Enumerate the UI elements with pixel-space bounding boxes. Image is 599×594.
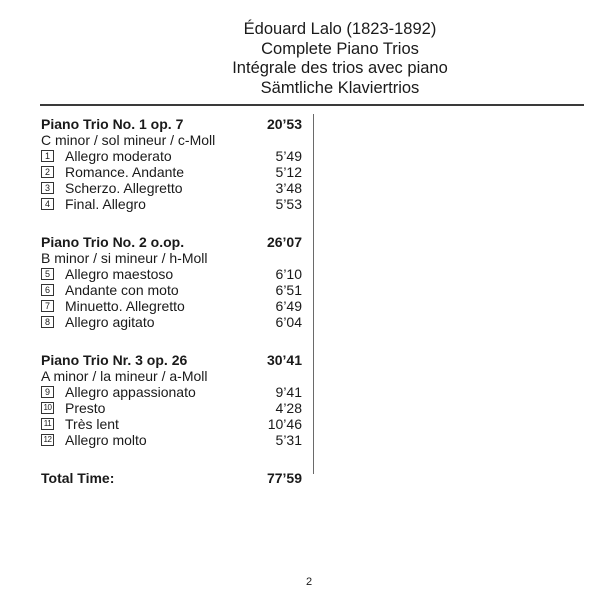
work-heading bbox=[41, 352, 302, 368]
work-title: Piano Trio No. 2 o.op. bbox=[41, 234, 185, 250]
track-row bbox=[41, 400, 302, 416]
track-row bbox=[41, 384, 302, 400]
subtitle-french: Intégrale des trios avec piano bbox=[232, 59, 448, 77]
track-duration: 5’31 bbox=[275, 432, 302, 448]
track-title: Très lent bbox=[65, 416, 119, 432]
track-title: Allegro maestoso bbox=[65, 266, 174, 282]
work-duration: 30’41 bbox=[266, 352, 302, 368]
work-trio-2 bbox=[41, 234, 302, 330]
track-number: 4 bbox=[41, 198, 54, 210]
track-row bbox=[41, 416, 302, 432]
track-number: 9 bbox=[41, 386, 54, 398]
track-title: Minuetto. Allegretto bbox=[65, 298, 185, 314]
track-number: 2 bbox=[41, 166, 54, 178]
work-key-text: B minor / si mineur / h-Moll bbox=[41, 250, 208, 266]
track-title: Allegro agitato bbox=[65, 314, 155, 330]
track-duration: 6’04 bbox=[275, 314, 302, 330]
track-duration: 5’53 bbox=[275, 196, 302, 212]
booklet-header bbox=[190, 20, 490, 98]
work-key bbox=[41, 250, 302, 266]
work-trio-3 bbox=[41, 352, 302, 448]
page-number: 2 bbox=[306, 576, 313, 588]
track-duration: 4’28 bbox=[275, 400, 302, 416]
track-duration: 5’12 bbox=[275, 164, 302, 180]
track-duration: 6’10 bbox=[275, 266, 302, 282]
track-duration: 5’49 bbox=[275, 148, 302, 164]
column-divider bbox=[313, 114, 314, 474]
track-row bbox=[41, 282, 302, 298]
tracklist bbox=[41, 116, 302, 486]
track-title: Romance. Andante bbox=[65, 164, 185, 180]
track-title: Presto bbox=[65, 400, 106, 416]
track-duration: 3’48 bbox=[275, 180, 302, 196]
track-title: Allegro molto bbox=[65, 432, 147, 448]
total-time-row bbox=[41, 470, 302, 486]
work-key-text: A minor / la mineur / a-Moll bbox=[41, 368, 208, 384]
track-number: 12 bbox=[41, 434, 54, 446]
subtitle-english: Complete Piano Trios bbox=[261, 39, 419, 58]
track-number: 3 bbox=[41, 182, 54, 194]
track-title: Final. Allegro bbox=[65, 196, 146, 212]
track-row bbox=[41, 314, 302, 330]
track-duration: 10’46 bbox=[267, 416, 302, 432]
total-time-label: Total Time: bbox=[41, 470, 115, 486]
track-duration: 6’51 bbox=[275, 282, 302, 298]
track-row bbox=[41, 196, 302, 212]
track-number: 8 bbox=[41, 316, 54, 328]
track-duration: 9’41 bbox=[275, 384, 302, 400]
total-time-value: 77’59 bbox=[266, 470, 302, 486]
track-number: 6 bbox=[41, 284, 54, 296]
work-key-text: C minor / sol mineur / c-Moll bbox=[41, 132, 216, 148]
track-row bbox=[41, 180, 302, 196]
track-row bbox=[41, 266, 302, 282]
track-title: Andante con moto bbox=[65, 282, 179, 298]
work-key bbox=[41, 132, 302, 148]
track-row bbox=[41, 164, 302, 180]
work-title: Piano Trio Nr. 3 op. 26 bbox=[41, 352, 188, 368]
track-title: Allegro moderato bbox=[65, 148, 172, 164]
work-duration: 20’53 bbox=[266, 116, 302, 132]
track-number: 10 bbox=[41, 402, 54, 414]
work-trio-1 bbox=[41, 116, 302, 212]
work-key bbox=[41, 368, 302, 384]
track-duration: 6’49 bbox=[275, 298, 302, 314]
composer-title: Édouard Lalo (1823-1892) bbox=[243, 20, 437, 38]
track-row bbox=[41, 432, 302, 448]
track-title: Scherzo. Allegretto bbox=[65, 180, 183, 196]
work-title: Piano Trio No. 1 op. 7 bbox=[41, 116, 184, 132]
track-row bbox=[41, 298, 302, 314]
track-number: 11 bbox=[41, 418, 54, 430]
work-heading bbox=[41, 116, 302, 132]
track-number: 5 bbox=[41, 268, 54, 280]
header-rule bbox=[40, 104, 584, 106]
track-number: 1 bbox=[41, 150, 54, 162]
track-title: Allegro appassionato bbox=[65, 384, 196, 400]
track-number: 7 bbox=[41, 300, 54, 312]
work-duration: 26’07 bbox=[266, 234, 302, 250]
track-row bbox=[41, 148, 302, 164]
subtitle-german: Sämtliche Klaviertrios bbox=[260, 78, 420, 97]
work-heading bbox=[41, 234, 302, 250]
